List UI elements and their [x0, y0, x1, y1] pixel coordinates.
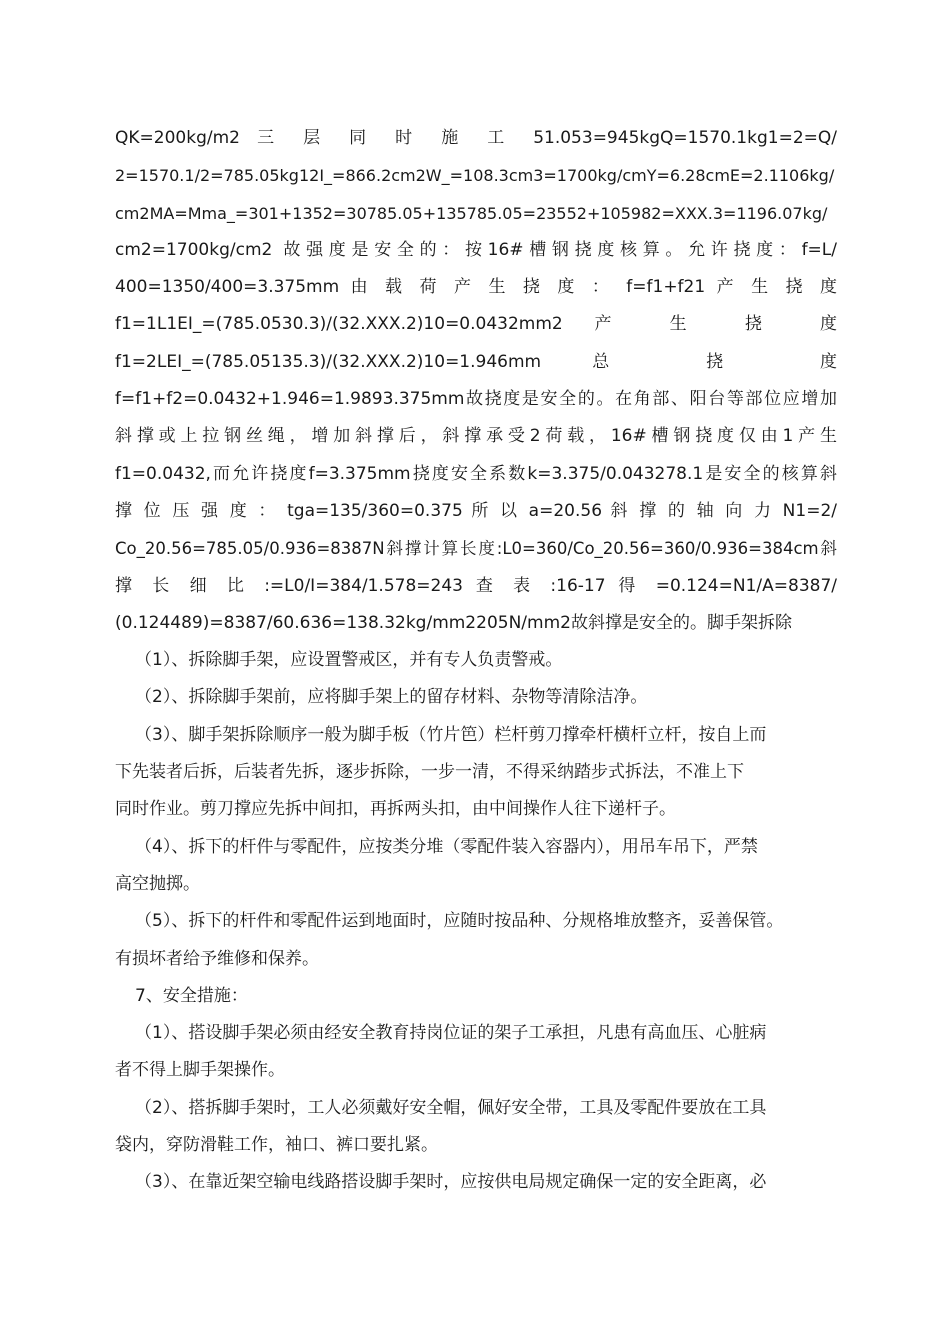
text-line-18: 下先装者后拆，后装者先拆，逐步拆除，一步一清，不得采纳踏步式拆法，不准上下	[115, 762, 744, 783]
text-line-20: （4）、拆下的杆件与零配件，应按类分堆（零配件装入容器内），用吊车吊下，严禁	[135, 836, 758, 857]
text-line-12: Co_20.56=785.05/0.936=8387N斜撑计算长度:L0=360/Co_20.56=360/0.936=384cm斜	[115, 539, 837, 559]
text-line-13: 撑 长 细 比 :=L0/I=384/1.578=243 查 表 :16-17 得 =0.124=N1/A=8387/	[115, 575, 837, 596]
text-line-26: 者不得上脚手架操作。	[115, 1060, 285, 1081]
text-line-25: （1）、搭设脚手架必须由经安全教育持岗位证的架子工承担，凡患有高血压、心脏病	[135, 1023, 767, 1044]
text-line-9: 斜撑或上拉钢丝绳，增加斜撑后，斜撑承受2荷载，16#槽钢挠度仅由1产生	[115, 426, 837, 447]
text-line-28: 袋内，穿防滑鞋工作，袖口、裤口要扎紧。	[115, 1135, 438, 1156]
text-line-7: f1=2LEI_=(785.05135.3)/(32.XXX.2)10=1.946mm 总 挠 度	[115, 351, 837, 372]
text-line-11: 撑 位 压 强 度 ： tga=135/360=0.375 所 以 a=20.56 斜 撑 的 轴 向 力 N1=2/	[115, 500, 837, 521]
text-line-1: QK=200kg/m2 三 层 同 时 施 工 51.053=945kgQ=1570.1kg1=2=Q/	[115, 128, 837, 148]
text-line-23: 有损坏者给予维修和保养。	[115, 948, 319, 969]
text-line-19: 同时作业。剪刀撑应先拆中间扣，再拆两头扣，由中间操作人往下递杆子。	[115, 799, 676, 820]
text-line-8: f=f1+f2=0.0432+1.946=1.9893.375mm故挠度是安全的。在角部、阳台等部位应增加	[115, 389, 837, 410]
text-line-29: （3）、在靠近架空输电线路搭设脚手架时，应按供电局规定确保一定的安全距离，必	[135, 1172, 767, 1193]
text-line-6: f1=1L1EI_=(785.0530.3)/(32.XXX.2)10=0.0432mm2 产 生 挠 度	[115, 314, 837, 335]
document-page	[115, 120, 837, 1202]
text-line-16: （2）、拆除脚手架前，应将脚手架上的留存材料、杂物等清除洁净。	[135, 687, 648, 708]
text-line-22: （5）、拆下的杆件和零配件运到地面时，应随时按品种、分规格堆放整齐，妥善保管。	[135, 911, 784, 932]
text-line-10: f1=0.0432,而允许挠度f=3.375mm挠度安全系数k=3.375/0.043278.1是安全的核算斜	[115, 463, 837, 484]
text-line-14: (0.124489)=8387/60.636=138.32kg/mm2205N/mm2故斜撑是安全的。脚手架拆除	[115, 612, 792, 633]
text-line-24: 7、安全措施：	[135, 985, 248, 1006]
text-line-17: （3）、脚手架拆除顺序一般为脚手板（竹片笆）栏杆剪刀撑牵杆横杆立杆，按自上而	[135, 724, 767, 745]
text-line-27: （2）、搭拆脚手架时，工人必须戴好安全帽，佩好安全带，工具及零配件要放在工具	[135, 1097, 767, 1118]
text-line-3: cm2MA=Mma_=301+1352=30785.05+135785.05=23552+105982=XXX.3=1196.07kg/	[115, 203, 828, 223]
text-line-2: 2=1570.1/2=785.05kg12I_=866.2cm2W_=108.3cm3=1700kg/cmY=6.28cmE=2.1106kg/	[115, 166, 835, 186]
text-line-15: （1）、拆除脚手架，应设置警戒区，并有专人负责警戒。	[135, 650, 563, 671]
text-line-21: 高空抛掷。	[115, 873, 200, 894]
text-line-4: cm2=1700kg/cm2 故强度是安全的：按16#槽钢挠度核算。允许挠度：f=L/	[115, 239, 837, 260]
text-line-5: 400=1350/400=3.375mm 由 载 荷 产 生 挠 度 ： f=f1+f21 产 生 挠 度	[115, 277, 837, 298]
